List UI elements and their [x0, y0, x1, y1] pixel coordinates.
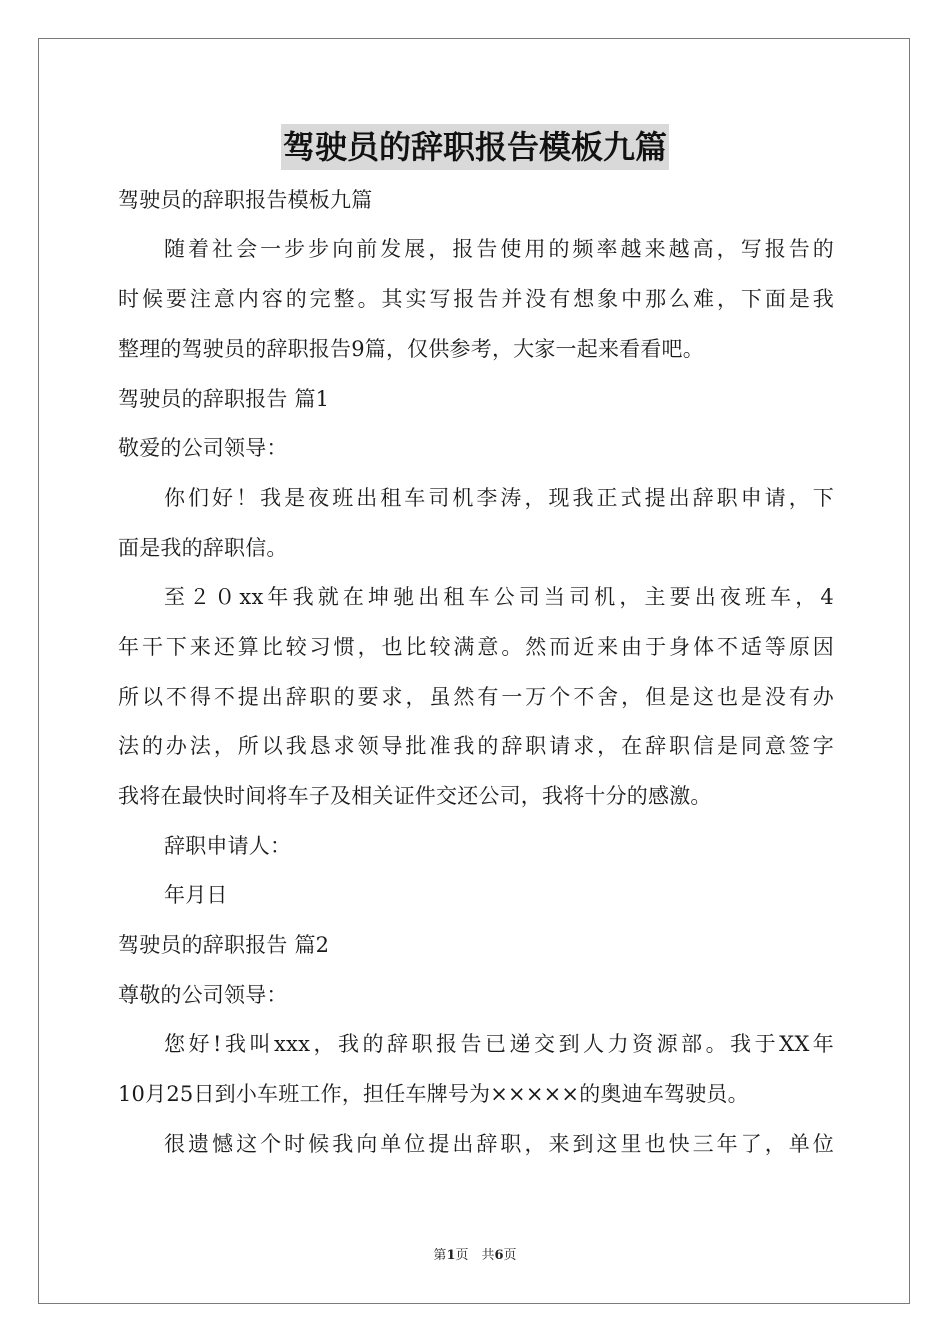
signature-label: 辞职申请人：	[164, 834, 292, 858]
date-label: 年月日	[164, 883, 228, 907]
page-suffix: 页	[503, 1248, 517, 1263]
section-heading: 驾驶员的辞职报告 篇1	[118, 387, 330, 411]
section-heading: 驾驶员的辞职报告 篇2	[118, 933, 330, 957]
body-line: 整理的驾驶员的辞职报告9篇，仅供参考，大家一起来看看吧。	[118, 337, 704, 361]
body-line: 很遗憾这个时候我向单位提出辞职，来到这里也快三年了，单位	[164, 1132, 834, 1156]
body-line: 您好!我叫xxx，我的辞职报告已递交到人力资源部。我于XX年	[164, 1032, 834, 1056]
salutation: 尊敬的公司领导：	[118, 983, 288, 1007]
total-pages: 6	[494, 1248, 504, 1263]
body-line: 年干下来还算比较习惯，也比较满意。然而近来由于身体不适等原因	[118, 635, 834, 659]
body-line: 至２０xx年我就在坤驰出租车公司当司机，主要出夜班车，4	[164, 585, 834, 609]
page-number: 1	[446, 1248, 456, 1263]
body-line: 所以不得不提出辞职的要求，虽然有一万个不舍，但是这也是没有办	[118, 685, 834, 709]
body-line: 时候要注意内容的完整。其实写报告并没有想象中那么难，下面是我	[118, 287, 834, 311]
page-footer	[0, 1247, 950, 1265]
body-line: 10月25日到小车班工作，担任车牌号为×××××的奥迪车驾驶员。	[118, 1082, 749, 1106]
body-line: 法的办法，所以我恳求领导批准我的辞职请求，在辞职信是同意签字	[118, 734, 834, 758]
page-prefix: 第	[433, 1248, 447, 1263]
page-border	[38, 38, 910, 1304]
body-line: 你们好！我是夜班出租车司机李涛，现我正式提出辞职申请，下	[164, 486, 834, 510]
title-container	[0, 124, 950, 170]
body-line: 面是我的辞职信。	[118, 536, 288, 560]
document-title: 驾驶员的辞职报告模板九篇	[281, 124, 669, 170]
page-mid: 页 共	[455, 1248, 495, 1263]
body-line: 随着社会一步步向前发展，报告使用的频率越来越高，写报告的	[164, 237, 834, 261]
subtitle-line: 驾驶员的辞职报告模板九篇	[118, 188, 373, 212]
salutation: 敬爱的公司领导：	[118, 436, 288, 460]
body-line: 我将在最快时间将车子及相关证件交还公司，我将十分的感激。	[118, 784, 712, 808]
